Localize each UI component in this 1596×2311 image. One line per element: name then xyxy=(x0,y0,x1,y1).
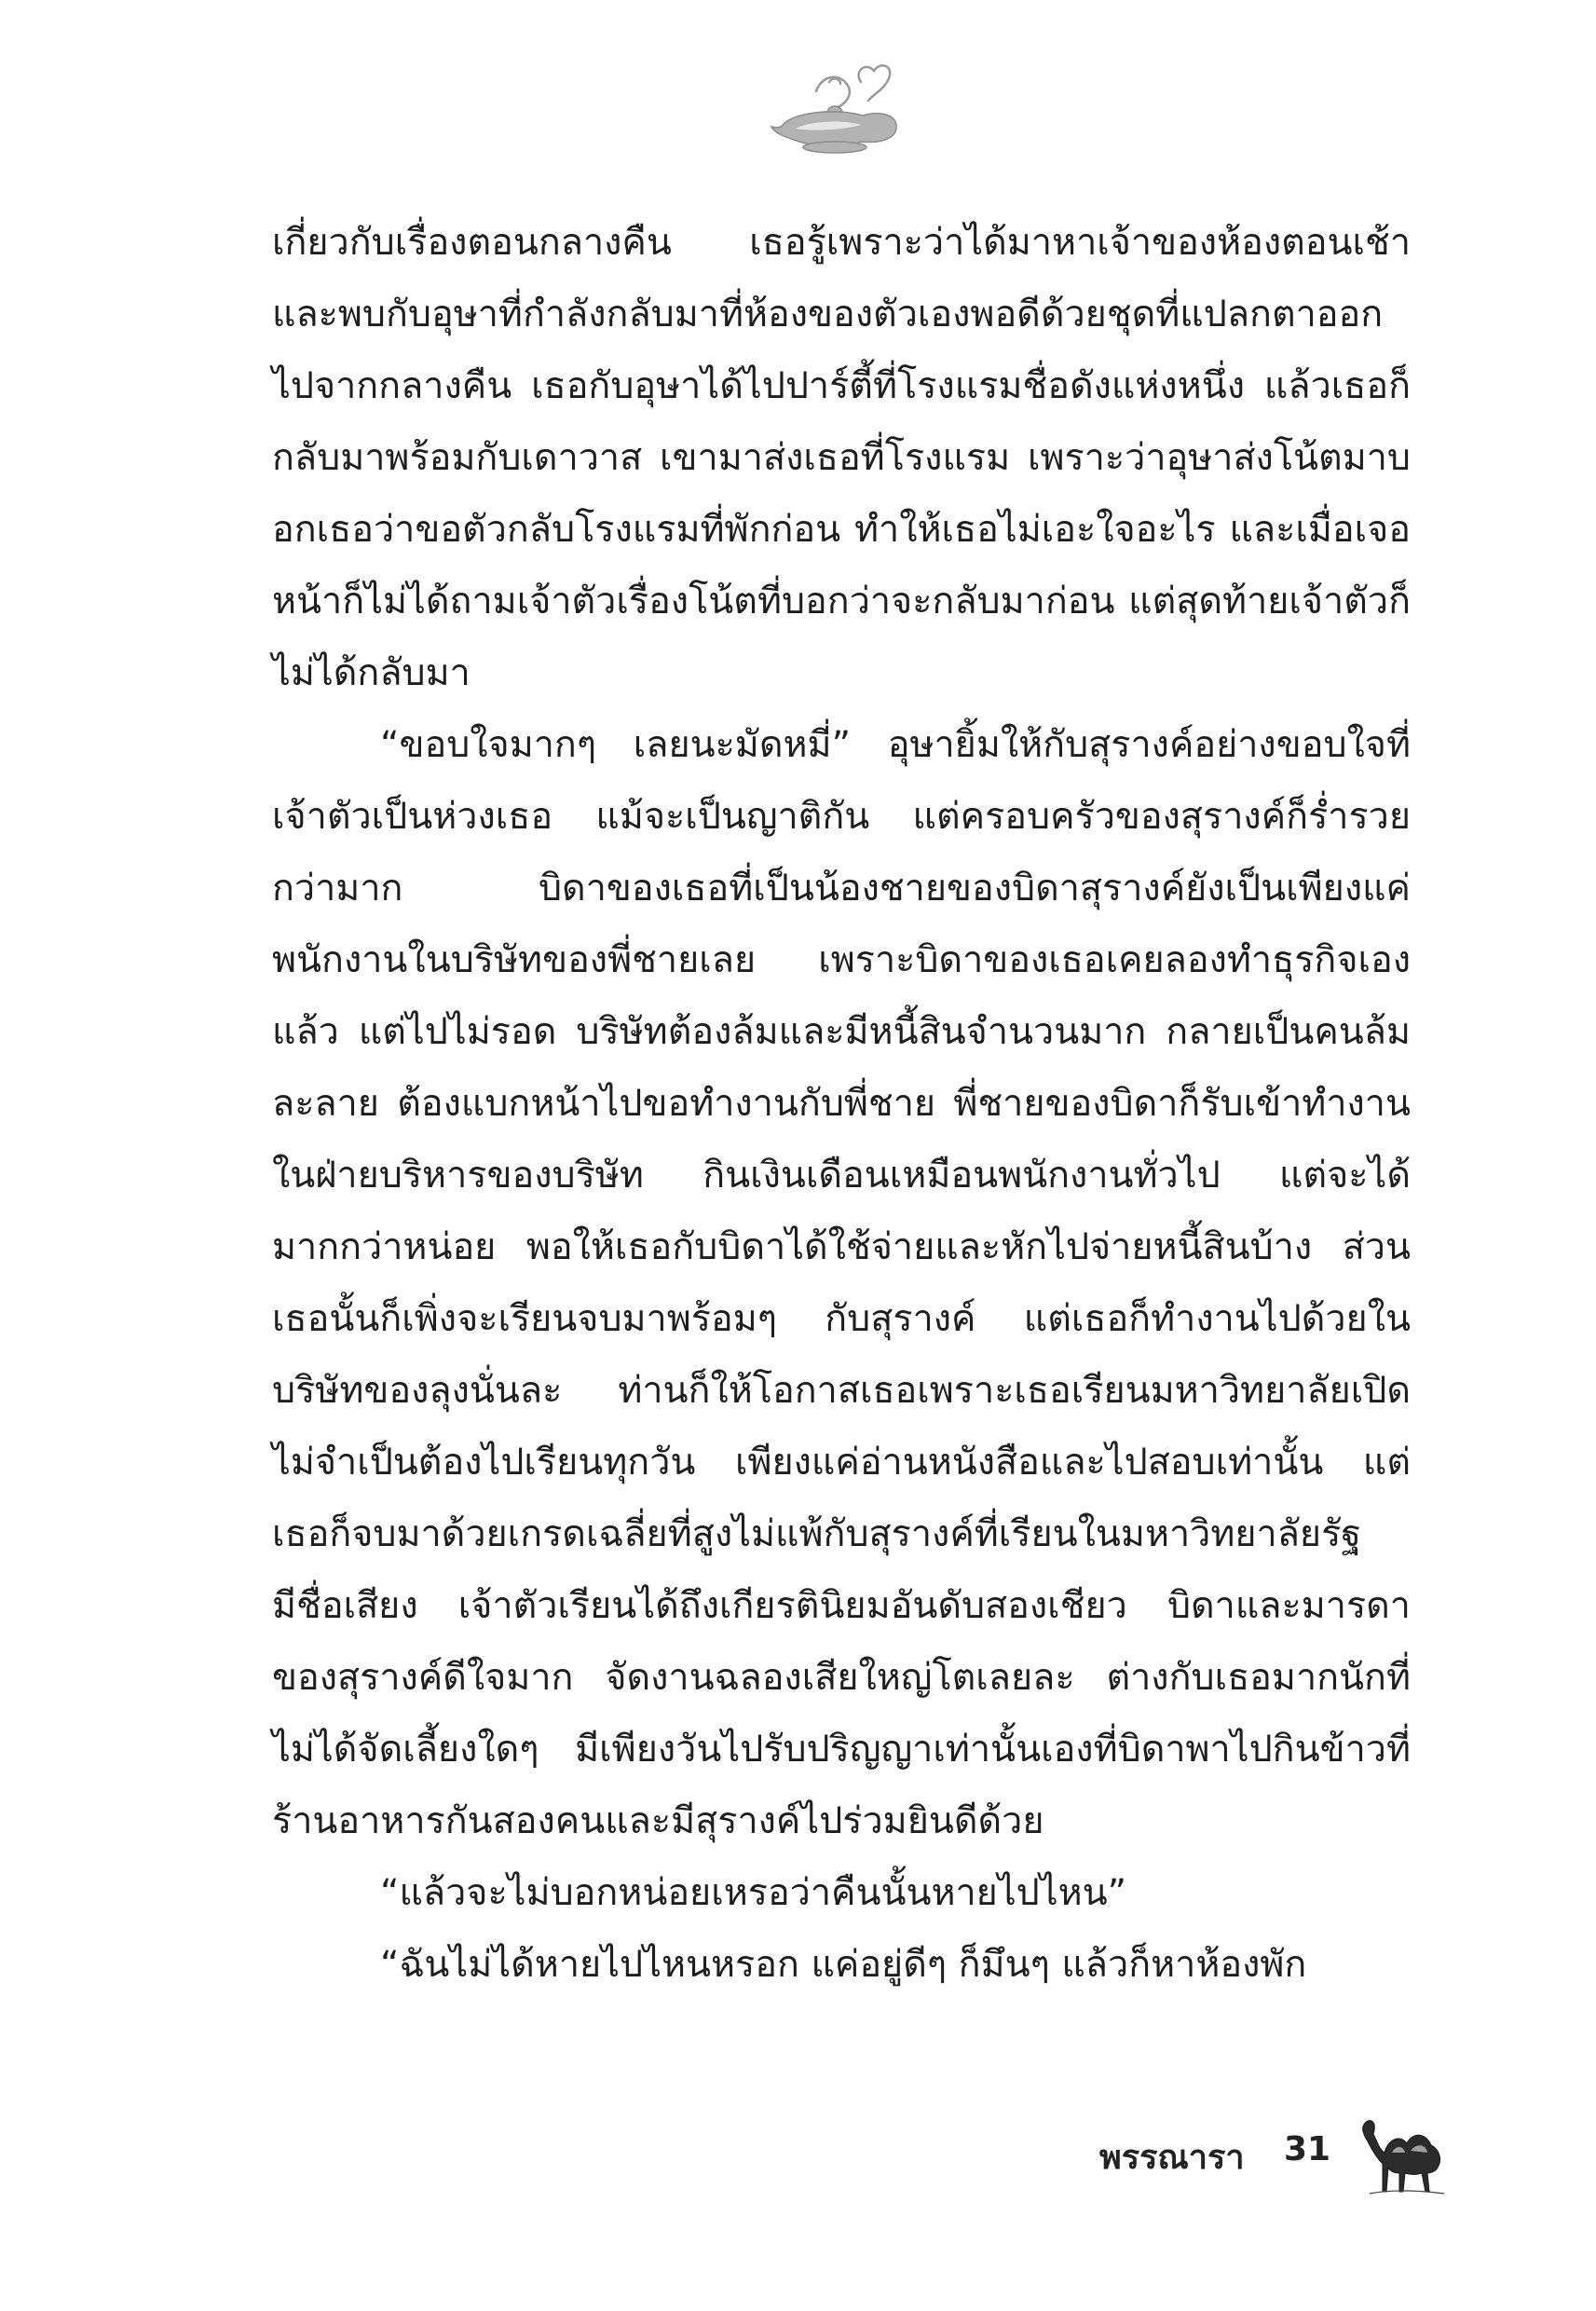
camel-icon xyxy=(1351,2106,1453,2197)
genie-lamp-icon xyxy=(751,54,919,157)
paragraph: “ขอบใจมากๆ เลยนะมัดหมี่” อุษายิ้มให้กับสุรางค์อย่างขอบใจที่เจ้าตัวเป็นห่วงเธอ แม้จะเป็นญาติกัน แต่ครอบครัวของสุรางค์ก็ร่ำรวยกว่ามาก บิดาของเธอที่เป็นน้องชายของบิดาสุรางค์ยังเป็นเพียงแค่พนักงานในบริษัทของพี่ชายเลย เพราะบิดาของเธอเคยลองทำธุรกิจเองแล้ว แต่ไปไม่รอด บริษัทต้องล้มและมีหนี้สินจำนวนมาก กลายเป็นคนล้มละลาย ต้องแบกหน้าไปขอทำงานกับพี่ชาย พี่ชายของบิดาก็รับเข้าทำงานในฝ่ายบริหารของบริษัท กินเงินเดือนเหมือนพนักงานทั่วไป แต่จะได้มากกว่าหน่อย พอให้เธอกับบิดาได้ใช้จ่ายและหักไปจ่ายหนี้สินบ้าง ส่วนเธอนั้นก็เพิ่งจะเรียนจบมาพร้อมๆ กับสุรางค์ แต่เธอก็ทำงานไปด้วยในบริษัทของลุงนั่นละ ท่านก็ให้โอกาสเธอเพราะเธอเรียนมหาวิทยาลัยเปิด ไม่จำเป็นต้องไปเรียนทุกวัน เพียงแค่อ่านหนังสือและไปสอบเท่านั้น แต่เธอก็จบมาด้วยเกรดเฉลี่ยที่สูงไม่แพ้กับสุรางค์ที่เรียนในมหาวิทยาลัยรัฐมีชื่อเสียง เจ้าตัวเรียนได้ถึงเกียรตินิยมอันดับสองเชียว บิดาและมารดาของสุรางค์ดีใจมาก จัดงานฉลองเสียใหญ่โตเลยละ ต่างกับเธอมากนักที่ไม่ได้จัดเลี้ยงใดๆ มีเพียงวันไปรับปริญญาเท่านั้นเองที่บิดาพาไปกินข้าวที่ร้านอาหารกันสองคนและมีสุรางค์ไปร่วมยินดีด้วย xyxy=(272,723,1411,1842)
paragraph: “แล้วจะไม่บอกหน่อยเหรอว่าคืนนั้นหายไปไหน” xyxy=(380,1871,1127,1914)
page-footer xyxy=(1099,2106,1472,2199)
page-number: 31 xyxy=(1284,2130,1331,2168)
paragraph: “ฉันไม่ได้หายไปไหนหรอก แค่อยู่ดีๆ ก็มึนๆ แล้วก็หาห้องพัก xyxy=(380,1943,1307,1986)
body-text xyxy=(272,207,1411,2001)
book-title: พรรณารา xyxy=(1099,2139,1245,2177)
paragraph: เกี่ยวกับเรื่องตอนกลางคืน เธอรู้เพราะว่าได้มาหาเจ้าของห้องตอนเช้าและพบกับอุษาที่กำลังกลับมาที่ห้องของตัวเองพอดีด้วยชุดที่แปลกตาออกไปจากกลางคืน เธอกับอุษาได้ไปปาร์ตี้ที่โรงแรมชื่อดังแห่งหนึ่ง แล้วเธอก็กลับมาพร้อมกับเดาวาส เขามาส่งเธอที่โรงแรม เพราะว่าอุษาส่งโน้ตมาบอกเธอว่าขอตัวกลับโรงแรมที่พักก่อน ทำให้เธอไม่เอะใจอะไร และเมื่อเจอหน้าก็ไม่ได้ถามเจ้าตัวเรื่องโน้ตที่บอกว่าจะกลับมาก่อน แต่สุดท้ายเจ้าตัวก็ไม่ได้กลับมา xyxy=(272,221,1411,694)
